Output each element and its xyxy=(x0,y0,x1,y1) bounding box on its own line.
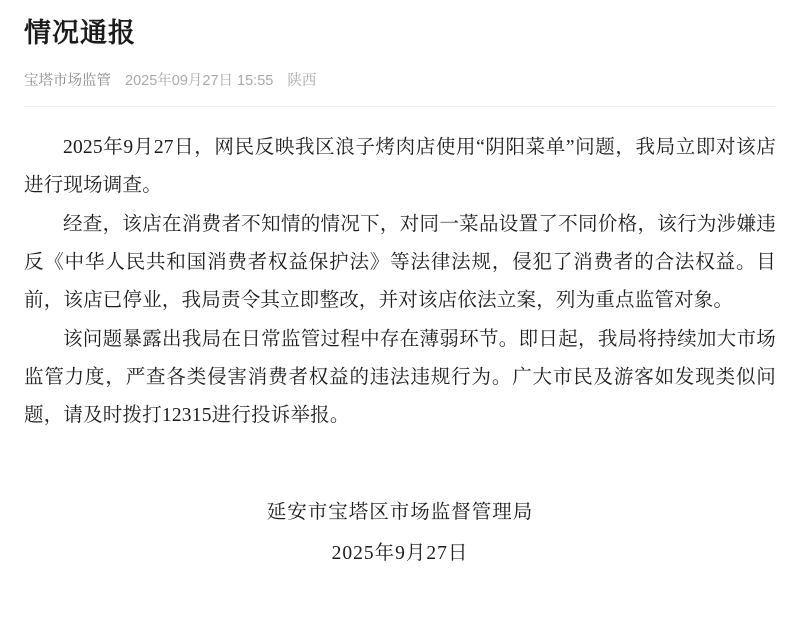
signature-organization: 延安市宝塔区市场监督管理局 xyxy=(266,502,534,524)
header-divider xyxy=(24,106,776,107)
article-meta xyxy=(24,69,776,90)
page-title: 情况通报 xyxy=(24,18,136,48)
article-body xyxy=(24,129,776,435)
meta-source: 宝塔市场监管 xyxy=(24,73,111,90)
meta-timestamp: 2025年09月27日 15:55 xyxy=(125,73,274,90)
signature-date: 2025年9月27日 xyxy=(331,543,469,565)
body-paragraph: 2025年9月27日，网民反映我区浪子烤肉店使用“阴阳菜单”问题，我局立即对该店进行现场调查。 xyxy=(24,137,776,197)
body-paragraph: 经查，该店在消费者不知情的情况下，对同一菜品设置了不同价格，该行为涉嫌违反《中华人民共和国消费者权益保护法》等法律法规，侵犯了消费者的合法权益。目前，该店已停业，我局责令其立即整改，并对该店依法立案，列为重点监管对象。 xyxy=(24,214,776,312)
article-signature xyxy=(24,493,776,575)
body-paragraph: 该问题暴露出我局在日常监管过程中存在薄弱环节。即日起，我局将持续加大市场监管力度，严查各类侵害消费者权益的违法违规行为。广大市民及游客如发现类似问题，请及时拨打12315进行投诉举报。 xyxy=(24,329,776,427)
meta-region: 陕西 xyxy=(287,73,317,90)
